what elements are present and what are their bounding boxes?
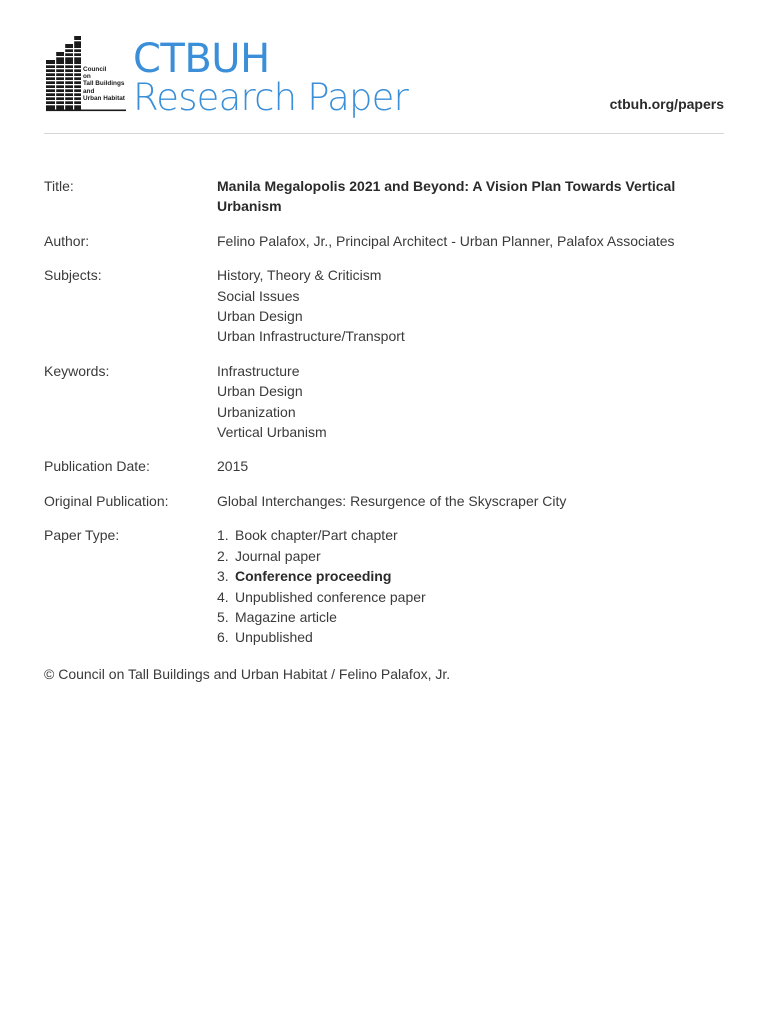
publication-date-label: Publication Date:	[44, 458, 150, 475]
paper-type-options	[217, 525, 724, 647]
paper-type-text: Book chapter/Part chapter	[235, 527, 398, 544]
keyword-item: Urbanization	[217, 403, 296, 420]
org-line: Urban Habitat	[83, 94, 125, 102]
org-line: and	[83, 87, 95, 95]
subject-item: Social Issues	[217, 287, 300, 304]
author-value: Felino Palafox, Jr., Principal Architect - Urban Planner, Palafox Associates	[217, 232, 675, 249]
subjects-list	[217, 265, 724, 347]
paper-type-item	[217, 525, 724, 545]
metadata-table	[44, 176, 724, 662]
paper-type-text: Conference proceeding	[235, 568, 392, 585]
keyword-item: Infrastructure	[217, 362, 300, 379]
author-label: Author:	[44, 232, 90, 249]
title-label: Title:	[44, 178, 74, 194]
subject-item: Urban Design	[217, 308, 303, 325]
brand-subtitle: Research Paper	[133, 76, 409, 119]
subjects-row	[44, 265, 724, 347]
original-publication-row	[44, 491, 724, 511]
paper-type-label: Paper Type:	[44, 527, 120, 544]
paper-type-number: 4.	[217, 588, 229, 605]
org-line: on	[83, 73, 91, 81]
subject-item: History, Theory & Criticism	[217, 267, 382, 284]
keywords-list	[217, 361, 724, 443]
paper-type-number: 2.	[217, 547, 229, 564]
keywords-label: Keywords:	[44, 362, 110, 379]
publication-date-row	[44, 456, 724, 476]
paper-type-item	[217, 627, 724, 647]
paper-type-number: 3.	[217, 568, 229, 585]
keyword-item: Vertical Urbanism	[217, 424, 327, 441]
keywords-row	[44, 361, 724, 443]
subject-item: Urban Infrastructure/Transport	[217, 328, 405, 345]
papers-url-link[interactable]: ctbuh.org/papers	[609, 96, 724, 112]
paper-type-item	[217, 587, 724, 607]
paper-type-text: Unpublished	[235, 629, 313, 646]
paper-type-item	[217, 566, 724, 586]
paper-type-number: 1.	[217, 527, 229, 544]
original-publication-label: Original Publication:	[44, 492, 169, 509]
org-line: Council	[83, 66, 107, 73]
title-value: Manila Megalopolis 2021 and Beyond: A Vision Plan Towards Vertical Urbanism	[217, 178, 676, 215]
publication-date-value: 2015	[217, 458, 249, 475]
paper-type-item	[217, 546, 724, 566]
paper-type-row	[44, 525, 724, 647]
paper-type-text: Unpublished conference paper	[235, 588, 426, 605]
keyword-item: Urban Design	[217, 383, 303, 400]
original-publication-value: Global Interchanges: Resurgence of the Skyscraper City	[217, 492, 567, 509]
paper-type-list	[217, 525, 724, 647]
paper-type-number: 6.	[217, 629, 229, 646]
header-divider	[44, 133, 724, 134]
header	[44, 34, 724, 134]
copyright-notice: © Council on Tall Buildings and Urban Habitat / Felino Palafox, Jr.	[44, 666, 451, 682]
paper-type-text: Magazine article	[235, 608, 337, 625]
author-row	[44, 231, 724, 251]
title-row	[44, 176, 724, 217]
paper-type-item	[217, 607, 724, 627]
paper-type-number: 5.	[217, 608, 229, 625]
brand-name: CTBUH	[133, 36, 270, 82]
subjects-label: Subjects:	[44, 267, 102, 284]
paper-type-text: Journal paper	[235, 547, 321, 564]
org-name	[83, 66, 129, 102]
org-line: Tall Buildings	[83, 80, 125, 88]
